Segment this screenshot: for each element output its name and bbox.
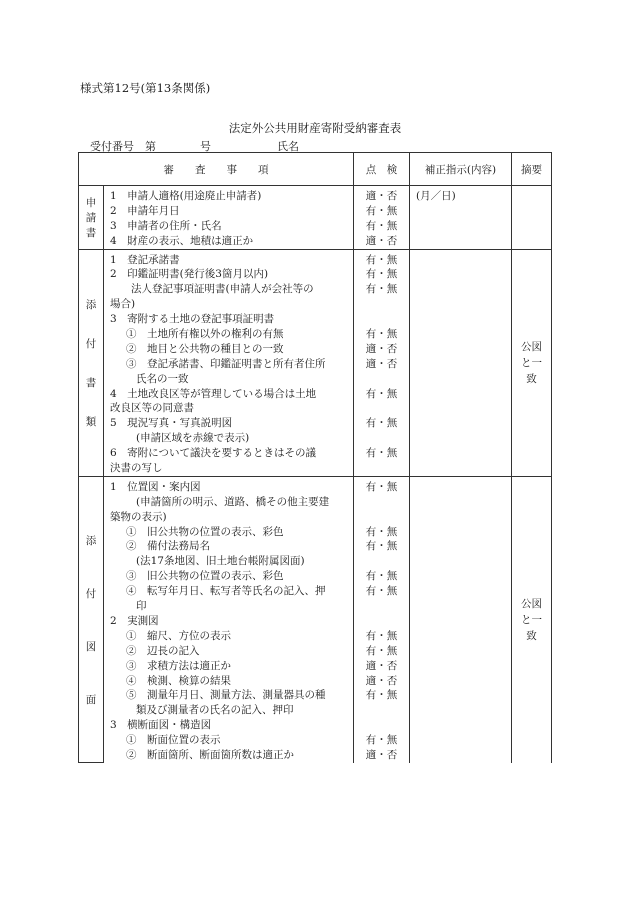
check-value: 適・否 bbox=[365, 342, 398, 355]
list-item: 3 申請者の住所・氏名 bbox=[110, 219, 222, 232]
list-item: ④ 検測、検算の結果 bbox=[126, 674, 231, 687]
header-memo: 摘要 bbox=[512, 153, 552, 186]
list-item: 4 財産の表示、地積は適正か bbox=[110, 234, 254, 247]
check-value: 適・否 bbox=[365, 748, 398, 761]
check-value: 有・無 bbox=[365, 447, 398, 460]
list-item: 3 横断面図・構造図 bbox=[110, 719, 212, 732]
check-value: 有・無 bbox=[365, 417, 398, 430]
list-item: (法17条地図、旧土地台帳附属図面) bbox=[136, 555, 305, 568]
check-value: 有・無 bbox=[365, 689, 398, 702]
check-value bbox=[354, 614, 409, 629]
list-item: 場合) bbox=[110, 298, 136, 311]
memo-text: 公図と一致 bbox=[521, 597, 542, 642]
check-column bbox=[354, 186, 410, 250]
check-value bbox=[354, 703, 409, 718]
section-items bbox=[104, 249, 354, 476]
check-value bbox=[354, 372, 409, 387]
check-value bbox=[354, 297, 409, 312]
section-label bbox=[79, 249, 104, 476]
check-value bbox=[354, 401, 409, 416]
check-value: 有・無 bbox=[365, 540, 398, 553]
list-item: 築物の表示) bbox=[110, 510, 167, 523]
check-value: 有・無 bbox=[365, 268, 398, 281]
form-number: 様式第12号(第13条関係) bbox=[80, 81, 211, 95]
section-label-char: 類 bbox=[85, 415, 97, 428]
check-value: 有・無 bbox=[365, 570, 398, 583]
check-value: 有・無 bbox=[365, 204, 398, 217]
list-item: 2 印鑑証明書(発行後3箇月以内) bbox=[110, 268, 269, 281]
list-item: 類及び測量者の氏名の記入、押印 bbox=[136, 704, 294, 717]
check-value bbox=[354, 599, 409, 614]
check-value: 有・無 bbox=[365, 253, 398, 266]
document-title: 法定外公共用財産寄附受納審査表 bbox=[228, 121, 402, 135]
section-label bbox=[79, 186, 104, 250]
section-label bbox=[79, 476, 104, 762]
list-item: 法人登記事項証明書(申請人が会社等の bbox=[110, 283, 314, 296]
review-table bbox=[78, 152, 552, 763]
section-items bbox=[104, 476, 354, 762]
list-item: ③ 旧公共物の位置の表示、彩色 bbox=[126, 570, 284, 583]
check-value bbox=[354, 461, 409, 476]
section-label-char: 申 bbox=[85, 196, 97, 209]
correction-cell bbox=[410, 476, 512, 762]
section-label-char: 付 bbox=[85, 587, 97, 600]
memo-text: 公図と一致 bbox=[521, 340, 542, 385]
check-column bbox=[354, 249, 410, 476]
list-item: (申請区域を赤線で表示) bbox=[136, 432, 250, 445]
correction-cell bbox=[410, 186, 512, 250]
check-value: 適・否 bbox=[365, 659, 398, 672]
section-label-char: 付 bbox=[85, 337, 97, 350]
check-value: 有・無 bbox=[365, 219, 398, 232]
header-check: 点 検 bbox=[354, 153, 410, 186]
list-item: ① 断面位置の表示 bbox=[126, 734, 221, 747]
correction-date: (月／日) bbox=[416, 190, 456, 202]
correction-cell bbox=[410, 249, 512, 476]
list-item: ④ 転写年月日、転写者等氏名の記入、押 bbox=[126, 585, 326, 598]
section-label-char: 添 bbox=[85, 534, 97, 547]
check-value bbox=[354, 495, 409, 510]
memo-cell bbox=[512, 249, 552, 476]
check-value bbox=[354, 312, 409, 327]
check-value: 適・否 bbox=[365, 674, 398, 687]
list-item: 2 申請年月日 bbox=[110, 204, 180, 217]
check-value: 有・無 bbox=[365, 328, 398, 341]
table-header-row bbox=[79, 153, 552, 186]
check-value: 適・否 bbox=[365, 190, 398, 202]
list-item: ① 旧公共物の位置の表示、彩色 bbox=[126, 525, 284, 538]
section-label-char: 面 bbox=[85, 693, 97, 706]
section-application bbox=[79, 186, 552, 250]
check-value bbox=[354, 510, 409, 525]
receipt-number-line: 受付番号 第 号 氏名 bbox=[90, 140, 299, 153]
list-item: ① 土地所有権以外の権利の有無 bbox=[126, 328, 284, 341]
check-value: 有・無 bbox=[365, 585, 398, 598]
list-item: ③ 求積方法は適正か bbox=[126, 659, 231, 672]
list-item: 1 位置図・案内図 bbox=[110, 480, 201, 493]
header-correction: 補正指示(内容) bbox=[410, 153, 512, 186]
list-item: 決書の写し bbox=[110, 462, 163, 475]
check-value bbox=[354, 718, 409, 733]
list-item: 氏名の一致 bbox=[136, 372, 189, 385]
section-label-char: 請 bbox=[85, 211, 97, 224]
list-item: ② 断面箇所、断面箇所数は適正か bbox=[126, 748, 294, 761]
list-item: 5 現況写真・写真説明図 bbox=[110, 417, 233, 430]
check-value: 適・否 bbox=[365, 234, 398, 247]
list-item: 改良区等の同意書 bbox=[110, 402, 194, 415]
section-label-char: 書 bbox=[85, 226, 97, 239]
check-value: 有・無 bbox=[365, 629, 398, 642]
check-value: 有・無 bbox=[365, 480, 398, 493]
list-item: 印 bbox=[136, 600, 147, 613]
list-item: 2 実測図 bbox=[110, 614, 159, 627]
list-item: ② 辺長の記入 bbox=[126, 644, 200, 657]
check-value bbox=[354, 554, 409, 569]
check-value: 有・無 bbox=[365, 283, 398, 296]
list-item: 1 申請人適格(用途廃止申請者) bbox=[110, 190, 262, 202]
memo-cell bbox=[512, 476, 552, 762]
list-item: 6 寄附について議決を要するときはその議 bbox=[110, 447, 316, 460]
check-value: 有・無 bbox=[365, 387, 398, 400]
list-item: 4 土地改良区等が管理している場合は土地 bbox=[110, 387, 317, 400]
section-attached-drawings bbox=[79, 476, 552, 762]
list-item: 3 寄附する土地の登記事項証明書 bbox=[110, 313, 275, 326]
check-value: 有・無 bbox=[365, 734, 398, 747]
section-attached-documents bbox=[79, 249, 552, 476]
list-item: 1 登記承諾書 bbox=[110, 253, 180, 266]
section-label-char: 添 bbox=[85, 298, 97, 311]
list-item: ① 縮尺、方位の表示 bbox=[126, 629, 231, 642]
check-value: 適・否 bbox=[365, 357, 398, 370]
list-item: ③ 登記承諾書、印鑑証明書と所有者住所 bbox=[126, 357, 326, 370]
check-value: 有・無 bbox=[365, 525, 398, 538]
list-item: ② 備付法務局名 bbox=[126, 540, 210, 553]
section-label-char: 書 bbox=[85, 376, 97, 389]
check-value: 有・無 bbox=[365, 644, 398, 657]
section-items bbox=[104, 186, 354, 250]
list-item: ② 地目と公共物の種目との一致 bbox=[126, 342, 284, 355]
section-label-char: 図 bbox=[85, 640, 97, 653]
memo-cell bbox=[512, 186, 552, 250]
check-column bbox=[354, 476, 410, 762]
list-item: (申請箇所の明示、道路、橋その他主要建 bbox=[136, 495, 330, 508]
check-value bbox=[354, 431, 409, 446]
list-item: ⑤ 測量年月日、測量方法、測量器具の種 bbox=[126, 689, 326, 702]
header-review-items: 審 査 事 項 bbox=[79, 153, 354, 186]
